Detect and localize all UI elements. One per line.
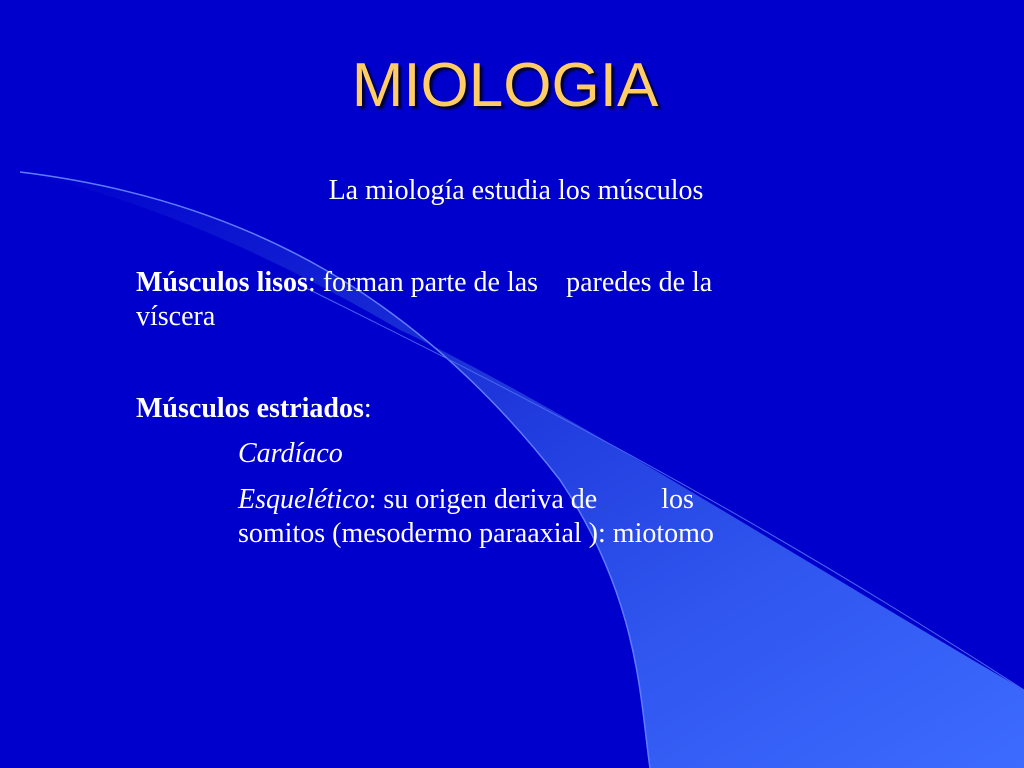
smooth-muscle-term: Músculos lisos — [136, 267, 308, 298]
swoosh-fill — [20, 172, 1024, 768]
skeletal-muscle-paragraph — [238, 483, 878, 551]
striated-muscle-heading — [136, 392, 372, 426]
smooth-muscle-text-c: víscera — [136, 301, 216, 332]
striated-muscle-term: Músculos estriados — [136, 393, 364, 424]
smooth-muscle-paragraph — [136, 266, 856, 334]
striated-muscle-colon: : — [363, 393, 372, 424]
slide-title: MIOLOGIA — [351, 51, 659, 120]
skeletal-muscle-text-b: los — [661, 484, 694, 515]
skeletal-muscle-text-c: somitos (mesodermo paraaxial ): miotomo — [238, 518, 714, 549]
smooth-muscle-colon: : — [307, 267, 316, 298]
slide-subtitle: La miología estudia los músculos — [328, 175, 704, 206]
smooth-muscle-text-b: paredes de la — [566, 267, 713, 298]
skeletal-muscle-text-a: : su origen deriva de — [368, 484, 598, 515]
cardiac-item: Cardíaco — [238, 438, 343, 469]
skeletal-muscle-term: Esquelético — [238, 484, 369, 515]
smooth-muscle-text-a: forman parte de las — [315, 267, 539, 298]
